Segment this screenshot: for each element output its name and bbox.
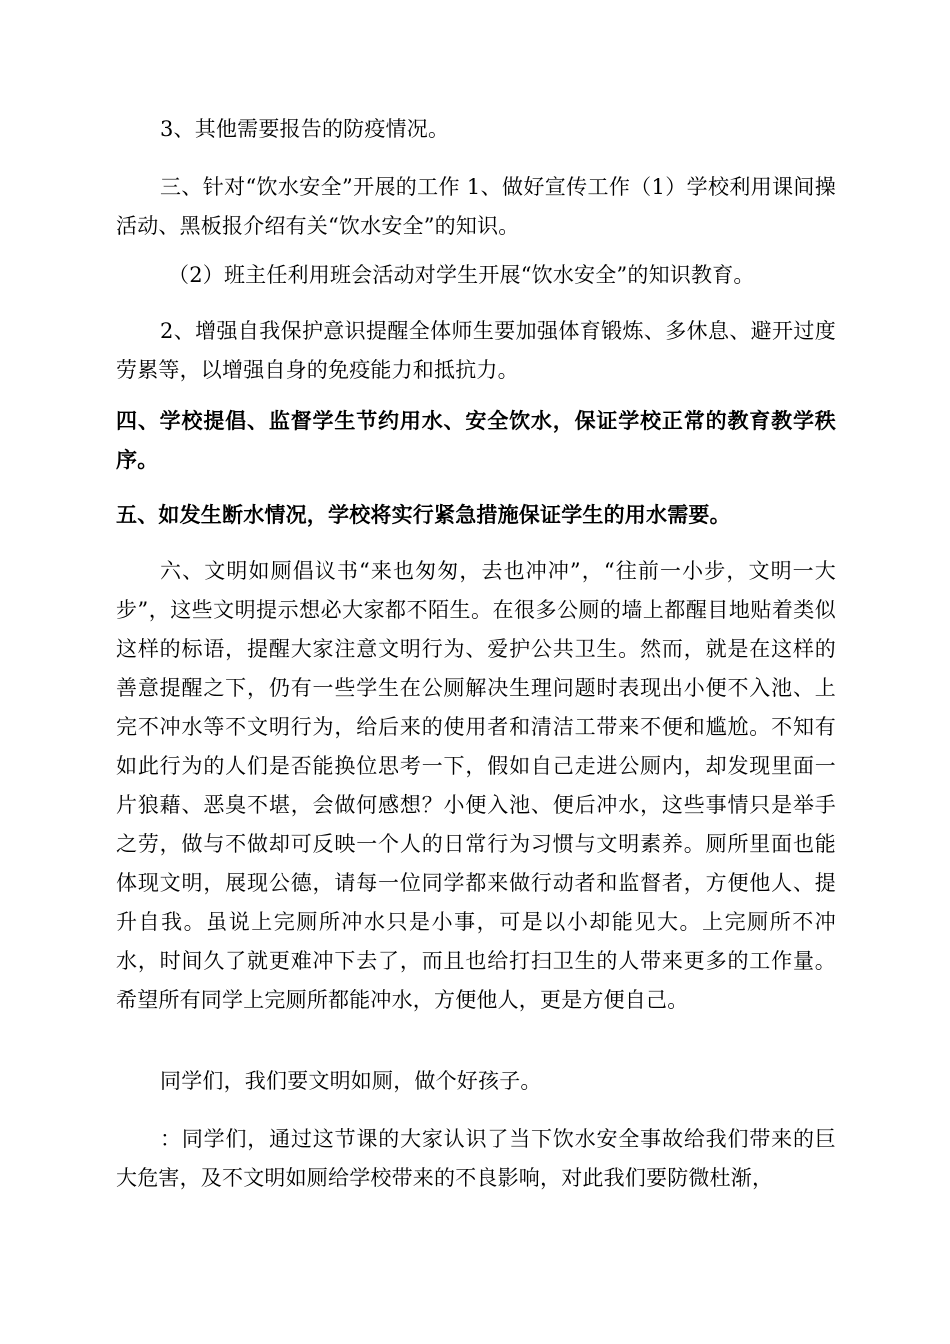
- paragraph-5-heading: 四、学校提倡、监督学生节约用水、安全饮水，保证学校正常的教育教学秩序。: [116, 409, 836, 472]
- paragraph-2: 三、针对“饮水安全”开展的工作 1、做好宣传工作（1）学校利用课间操活动、黑板报介绍有关“饮水安全”的知识。: [116, 175, 836, 238]
- paragraph-1: 3、其他需要报告的防疫情况。: [160, 117, 450, 141]
- paragraph-9: ：同学们，通过这节课的大家认识了当下饮水安全事故给我们带来的巨大危害，及不文明如厕给学校带来的不良影响，对此我们要防微杜渐，: [116, 1127, 836, 1190]
- paragraph-4: 2、增强自我保护意识提醒全体师生要加强体育锻炼、多休息、避开过度劳累等，以增强自身的免疫能力和抵抗力。: [116, 319, 836, 382]
- paragraph-3: （2）班主任利用班会活动对学生开展“饮水安全”的知识教育。: [168, 263, 755, 287]
- paragraph-8: 同学们，我们要文明如厕，做个好孩子。: [160, 1069, 542, 1093]
- paragraph-6-heading: 五、如发生断水情况，学校将实行紧急措施保证学生的用水需要。: [116, 503, 731, 527]
- paragraph-7: 六、文明如厕倡议书“来也匆匆，去也冲冲”，“往前一小步，文明一大步”，这些文明提示想必大家都不陌生。在很多公厕的墙上都醒目地贴着类似这样的标语，提醒大家注意文明行为、爱护公共卫生。然而，就是在这样的善意提醒之下，仍有一些学生在公厕解决生理问题时表现出小便不入池、上完不冲水等不文明行为，给后来的使用者和清洁工带来不便和尴尬。不知有如此行为的人们是否能换位思考一下，假如自己走进公厕内，却发现里面一片狼藉、恶臭不堪，会做何感想？小便入池、便后冲水，这些事情只是举手之劳，做与不做却可反映一个人的日常行为习惯与文明素养。厕所里面也能体现文明，展现公德，请每一位同学都来做行动者和监督者，方便他人、提升自我。虽说上完厕所冲水只是小事，可是以小却能见大。上完厕所不冲水，时间久了就更难冲下去了，而且也给打扫卫生的人带来更多的工作量。希望所有同学上完厕所都能冲水，方便他人，更是方便自己。: [116, 559, 836, 1012]
